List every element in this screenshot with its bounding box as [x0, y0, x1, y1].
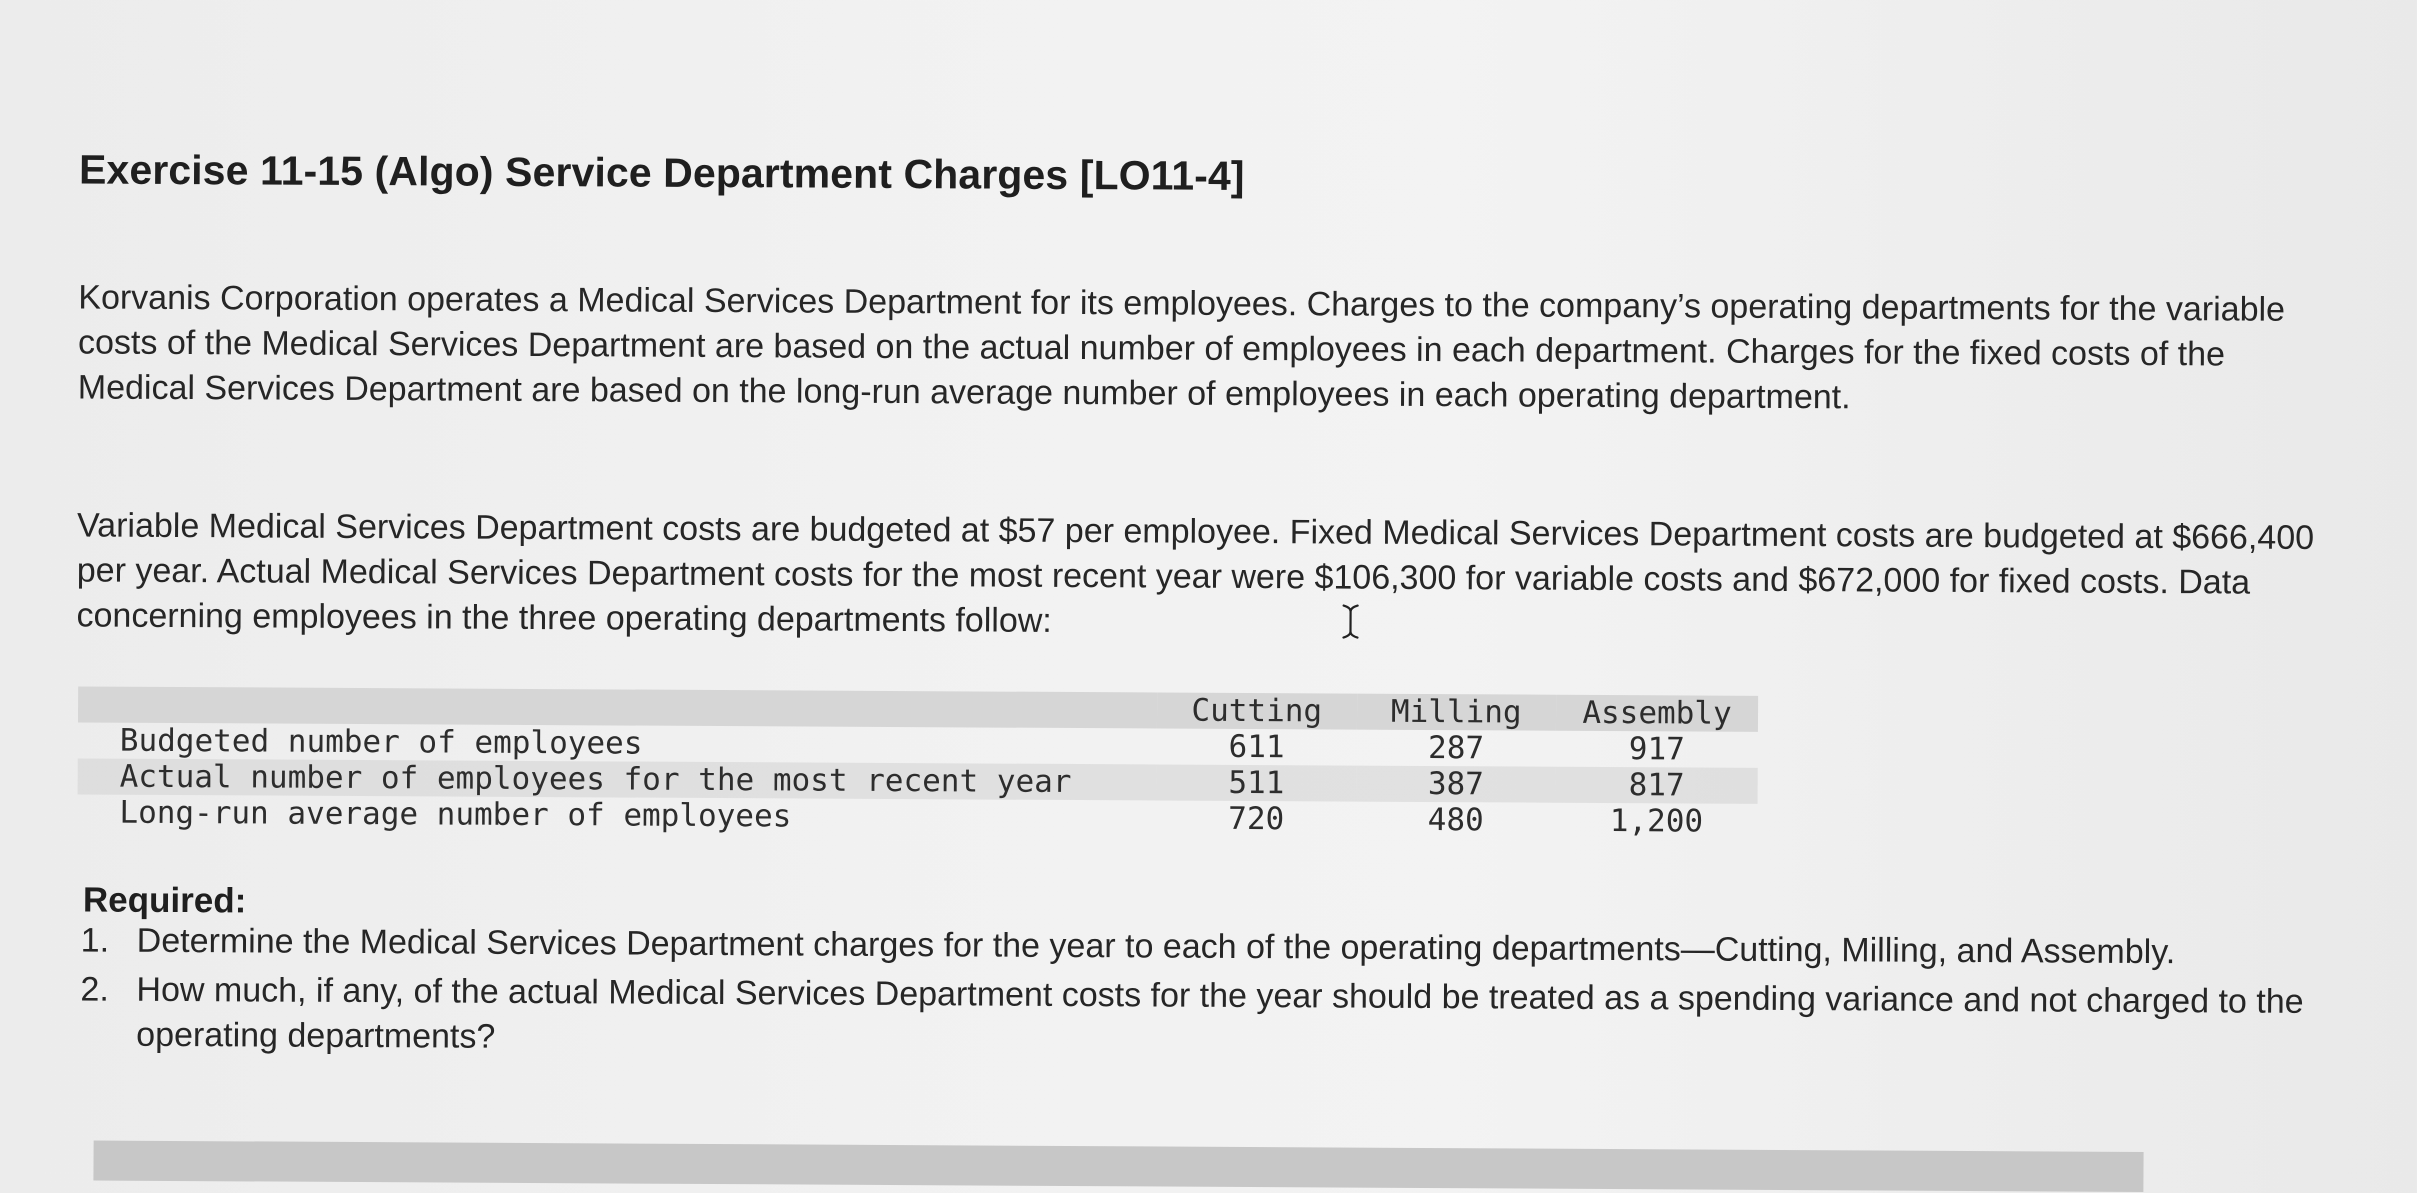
cell-value: 917 — [1628, 731, 1685, 768]
row-label: Long-run average number of employees — [119, 794, 792, 835]
cell-value: 611 — [1228, 728, 1285, 766]
text-cursor-icon — [1339, 603, 1361, 639]
column-header-assembly: Assembly — [1582, 694, 1732, 732]
row-label: Actual number of employees for the most recent year — [119, 758, 1072, 800]
table-header-blank — [78, 686, 1157, 728]
answer-area-bar — [93, 1141, 2143, 1192]
list-item — [80, 967, 2330, 1070]
required-heading: Required: — [82, 880, 247, 921]
cell-value: 720 — [1228, 800, 1285, 838]
employee-data-table — [77, 686, 1758, 839]
row-label: Budgeted number of employees — [119, 722, 643, 762]
column-header-milling: Milling — [1390, 693, 1522, 731]
cost-paragraph: Variable Medical Services Department costs are budgeted at $57 per employee. Fixed Medical Services Department costs are budgeted at $666,400 per year. Actual Medical Services Department costs for the most recent year were $106,300 for variable costs and $672,000 for fixed costs. Data concerning employees in the three operating departments follow: — [76, 506, 2315, 640]
exercise-title: Exercise 11-15 (Algo) Service Department Charges [LO11-4] — [78, 146, 1245, 199]
cell-value: 817 — [1628, 767, 1685, 804]
list-item-text: How much, if any, of the actual Medical Services Department costs for the year should be treated as a spending variance and not charged to the operating departments? — [136, 970, 2304, 1056]
column-header-cutting: Cutting — [1191, 692, 1323, 730]
cell-value: 511 — [1228, 764, 1285, 802]
list-item — [81, 918, 2331, 976]
cell-value: 387 — [1427, 765, 1485, 803]
cell-value: 287 — [1428, 729, 1485, 767]
cell-value: 480 — [1427, 801, 1484, 839]
cell-value: 1,200 — [1609, 803, 1704, 840]
intro-paragraph: Korvanis Corporation operates a Medical Services Department for its employees. Charges to the company’s operating departments for the variable costs of the Medical Services Department are based on the actual number of employees in each department. Charges for the fixed costs of the Medical Services Department are based on the long-run average number of employees in each operating department. — [77, 278, 2286, 417]
list-item-number: 1. — [80, 921, 110, 960]
list-item-number: 2. — [80, 970, 109, 1009]
required-list — [80, 918, 2331, 1074]
list-item-text: Determine the Medical Services Department charges for the year to each of the operating departments—Cutting, Milling, and Assembly. — [136, 921, 2176, 972]
